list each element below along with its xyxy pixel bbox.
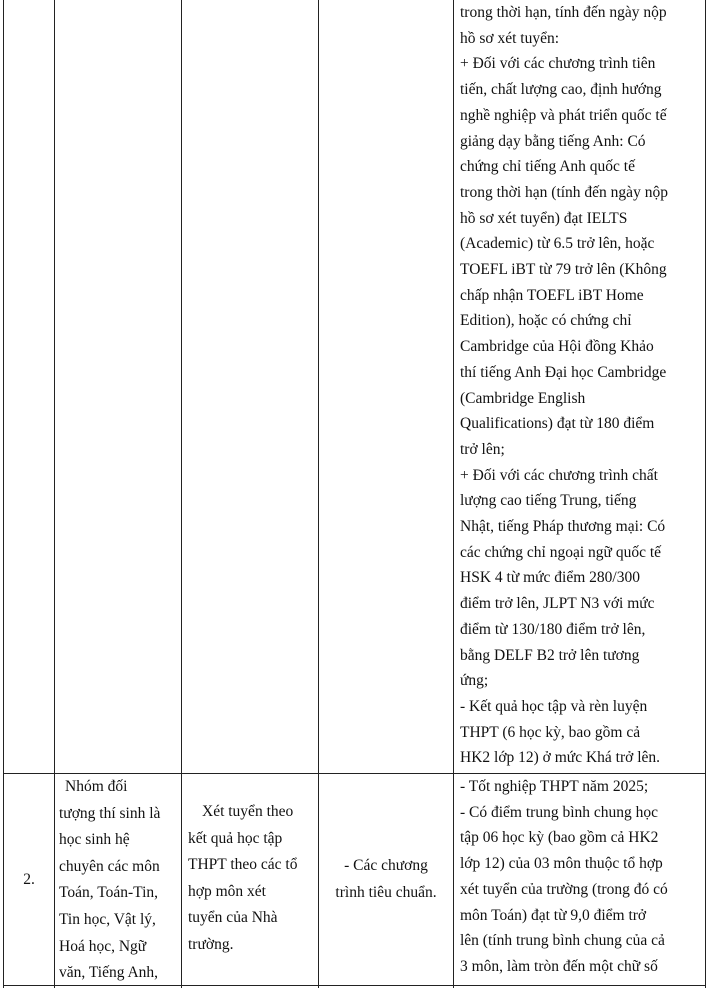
text-line: bằng DELF B2 trở lên tương bbox=[460, 646, 640, 664]
text-line: trường. bbox=[188, 935, 234, 953]
text-line: THPT theo các tổ bbox=[188, 856, 298, 874]
text-line: Edition), hoặc có chứng chỉ bbox=[460, 312, 632, 330]
text-line: Qualifications) đạt từ 180 điểm bbox=[460, 415, 655, 433]
admission-method-cell bbox=[182, 774, 318, 985]
text-line: TOEFL iBT từ 79 trở lên (Không bbox=[460, 261, 667, 279]
text-line: chấp nhận TOEFL iBT Home bbox=[460, 286, 644, 304]
text-line: + Đối với các chương trình tiên bbox=[460, 55, 656, 73]
text-line: HK2 lớp 12) ở mức Khá trở lên. bbox=[460, 749, 661, 767]
text-line: trình tiêu chuẩn. bbox=[335, 883, 437, 901]
text-line: hồ sơ xét tuyển) đạt IELTS bbox=[460, 209, 628, 227]
text-line: tuyển của Nhà bbox=[188, 909, 278, 927]
text-line: - Tốt nghiệp THPT năm 2025; bbox=[460, 778, 649, 795]
text-line: giảng dạy bằng tiếng Anh: Có bbox=[460, 132, 646, 150]
text-line: HSK 4 từ mức điểm 280/300 bbox=[460, 569, 640, 587]
text-line: THPT (6 học kỳ, bao gồm cả bbox=[460, 723, 641, 741]
text-line: điểm từ 130/180 điểm trở lên, bbox=[460, 620, 646, 638]
text-line: hợp môn xét bbox=[188, 882, 266, 900]
candidate-group-cell bbox=[55, 774, 181, 985]
text-line: 3 môn, làm tròn đến một chữ số bbox=[460, 957, 658, 975]
text-line: xét tuyển của trường (trong đó có bbox=[460, 880, 668, 898]
text-line: Cambridge của Hội đồng Khảo bbox=[460, 338, 654, 356]
text-line: Nhóm đối bbox=[65, 778, 128, 795]
text-line: chứng chỉ tiếng Anh quốc tế bbox=[460, 158, 635, 176]
text-line: trong thời hạn (tính đến ngày nộp bbox=[460, 183, 668, 201]
program-cell bbox=[319, 774, 453, 985]
text-line: (Academic) từ 6.5 trở lên, hoặc bbox=[460, 235, 655, 253]
row2-requirements-cell bbox=[454, 774, 705, 985]
text-line: trở lên; bbox=[460, 440, 505, 458]
text-line: - Có điểm trung bình chung học bbox=[460, 803, 659, 821]
text-line: nghề nghiệp và phát triển quốc tế bbox=[460, 106, 667, 124]
text-line: thí tiếng Anh Đại học Cambridge bbox=[460, 363, 667, 381]
text-line: Hoá học, Ngữ bbox=[59, 937, 147, 955]
row1-requirements-cell bbox=[454, 0, 705, 773]
text-line: chuyên các môn bbox=[59, 857, 160, 875]
row-number: 2. bbox=[23, 870, 35, 888]
text-line: tiến, chất lượng cao, định hướng bbox=[460, 81, 662, 99]
border-right bbox=[705, 0, 706, 988]
text-line: trong thời hạn, tính đến ngày nộp bbox=[460, 4, 667, 21]
row-number-cell bbox=[4, 774, 54, 985]
text-line: Toán, Toán-Tin, bbox=[59, 884, 159, 902]
text-line: văn, Tiếng Anh, bbox=[59, 964, 159, 982]
text-line: kết quả học tập bbox=[188, 829, 283, 847]
text-line: + Đối với các chương trình chất bbox=[460, 466, 658, 484]
text-line: - Kết quả học tập và rèn luyện bbox=[460, 697, 648, 715]
text-line: ứng; bbox=[460, 672, 489, 690]
text-line: lớp 12) của 03 môn thuộc tổ hợp bbox=[460, 855, 663, 873]
text-line: lên (tính trung bình chung của cả bbox=[460, 932, 665, 950]
text-line: Xét tuyển theo bbox=[202, 803, 294, 820]
text-line: học sinh hệ bbox=[59, 831, 130, 849]
text-line: môn Toán) đạt từ 9,0 điểm trở bbox=[460, 906, 647, 924]
text-line: các chứng chỉ ngoại ngữ quốc tế bbox=[460, 543, 662, 561]
text-line: Tin học, Vật lý, bbox=[59, 910, 156, 928]
text-line: tượng thí sinh là bbox=[59, 804, 161, 822]
text-line: (Cambridge English bbox=[460, 389, 586, 407]
text-line: - Các chương bbox=[344, 856, 428, 874]
text-line: lượng cao tiếng Trung, tiếng bbox=[460, 492, 637, 510]
text-line: Nhật, tiếng Pháp thương mại: Có bbox=[460, 518, 666, 536]
text-line: tập 06 học kỳ (bao gồm cả HK2 bbox=[460, 829, 659, 847]
text-line: điểm trở lên, JLPT N3 với mức bbox=[460, 595, 655, 613]
text-line: hồ sơ xét tuyển: bbox=[460, 29, 560, 47]
